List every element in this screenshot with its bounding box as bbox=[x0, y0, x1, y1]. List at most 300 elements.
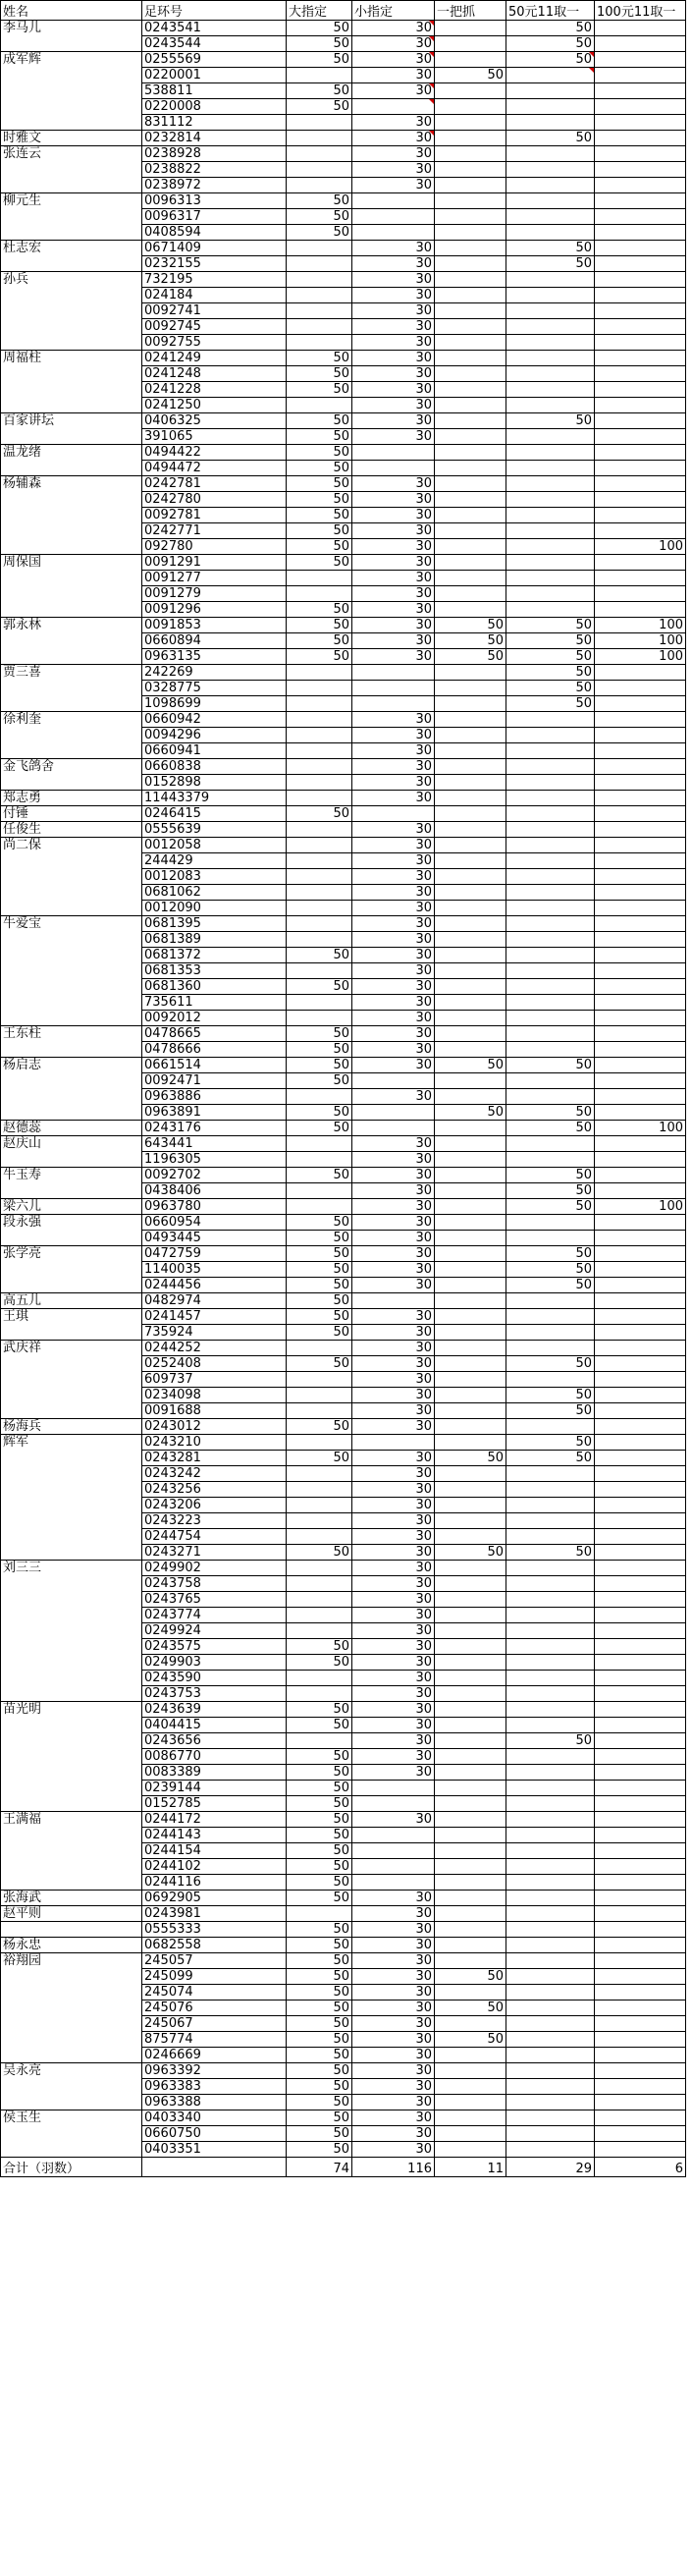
pick100-cell bbox=[595, 712, 686, 728]
ring-no-cell: 245067 bbox=[142, 2016, 287, 2032]
small-designated-cell bbox=[352, 209, 435, 225]
small-designated-cell: 30 bbox=[352, 241, 435, 256]
one-grab-cell bbox=[435, 52, 506, 68]
pick50-cell bbox=[506, 1592, 595, 1608]
pick50-cell: 50 bbox=[506, 665, 595, 681]
one-grab-cell bbox=[435, 1718, 506, 1733]
table-row bbox=[1, 146, 686, 162]
pick100-cell bbox=[595, 1938, 686, 1953]
pick100-cell bbox=[595, 241, 686, 256]
small-designated-cell: 30 bbox=[352, 1718, 435, 1733]
one-grab-cell bbox=[435, 1781, 506, 1796]
big-designated-cell: 50 bbox=[287, 1765, 352, 1781]
one-grab-cell bbox=[435, 429, 506, 445]
pick100-cell bbox=[595, 366, 686, 382]
one-grab-cell bbox=[435, 413, 506, 429]
ring-no-cell: 0493445 bbox=[142, 1231, 287, 1246]
big-designated-cell bbox=[287, 885, 352, 901]
pick100-cell bbox=[595, 995, 686, 1011]
pick100-cell bbox=[595, 1686, 686, 1702]
pick100-cell bbox=[595, 2142, 686, 2158]
ring-no-cell: 0681360 bbox=[142, 979, 287, 995]
ring-no-cell: 0232155 bbox=[142, 256, 287, 272]
pick50-cell bbox=[506, 586, 595, 602]
ring-no-cell: 0249902 bbox=[142, 1561, 287, 1576]
one-grab-cell bbox=[435, 1592, 506, 1608]
big-designated-cell: 50 bbox=[287, 1356, 352, 1372]
small-designated-cell: 30 bbox=[352, 728, 435, 743]
one-grab-cell: 50 bbox=[435, 633, 506, 649]
one-grab-cell bbox=[435, 1199, 506, 1215]
small-designated-cell: 30 bbox=[352, 1309, 435, 1325]
small-designated-cell: 30 bbox=[352, 633, 435, 649]
table-row bbox=[1, 351, 686, 366]
big-designated-cell bbox=[287, 335, 352, 351]
owner-name-cell: 柳元生 bbox=[1, 193, 142, 241]
one-grab-cell bbox=[435, 1183, 506, 1199]
pick100-cell bbox=[595, 555, 686, 571]
pick100-cell bbox=[595, 1498, 686, 1513]
pick100-cell bbox=[595, 1561, 686, 1576]
ring-no-cell: 0404415 bbox=[142, 1718, 287, 1733]
one-grab-cell bbox=[435, 1749, 506, 1765]
ring-no-cell: 0661514 bbox=[142, 1058, 287, 1073]
pick50-cell bbox=[506, 1686, 595, 1702]
small-designated-cell bbox=[352, 1859, 435, 1875]
ring-no-cell: 0091688 bbox=[142, 1403, 287, 1419]
one-grab-cell bbox=[435, 1639, 506, 1655]
one-grab-cell bbox=[435, 319, 506, 335]
big-designated-cell: 50 bbox=[287, 539, 352, 555]
small-designated-cell: 30 bbox=[352, 1749, 435, 1765]
big-designated-cell: 50 bbox=[287, 1828, 352, 1843]
big-designated-cell bbox=[287, 1011, 352, 1026]
big-designated-cell bbox=[287, 178, 352, 193]
ring-no-cell: 0092012 bbox=[142, 1011, 287, 1026]
big-designated-cell bbox=[287, 838, 352, 853]
big-designated-cell: 50 bbox=[287, 1953, 352, 1969]
one-grab-cell bbox=[435, 1498, 506, 1513]
small-designated-cell: 30 bbox=[352, 1136, 435, 1152]
owner-name-cell: 任俊生 bbox=[1, 822, 142, 838]
big-designated-cell bbox=[287, 68, 352, 83]
ring-no-cell: 0238822 bbox=[142, 162, 287, 178]
one-grab-cell bbox=[435, 2016, 506, 2032]
big-designated-cell: 50 bbox=[287, 2063, 352, 2079]
small-designated-cell: 30 bbox=[352, 1278, 435, 1293]
pick100-cell bbox=[595, 1089, 686, 1105]
pick100-cell bbox=[595, 178, 686, 193]
pick50-cell: 50 bbox=[506, 1388, 595, 1403]
pick100-cell bbox=[595, 571, 686, 586]
table-row bbox=[1, 712, 686, 728]
pick50-cell: 50 bbox=[506, 1451, 595, 1466]
pick100-cell bbox=[595, 351, 686, 366]
pick100-cell bbox=[595, 2063, 686, 2079]
pick100-cell bbox=[595, 99, 686, 115]
one-grab-cell bbox=[435, 461, 506, 476]
big-designated-cell bbox=[287, 1403, 352, 1419]
small-designated-cell: 30 bbox=[352, 523, 435, 539]
pick100-cell bbox=[595, 2126, 686, 2142]
big-designated-cell bbox=[287, 319, 352, 335]
pick50-cell bbox=[506, 335, 595, 351]
owner-name-cell: 张学亮 bbox=[1, 1246, 142, 1293]
big-designated-cell bbox=[287, 681, 352, 696]
pick100-cell bbox=[595, 1403, 686, 1419]
one-grab-cell bbox=[435, 1026, 506, 1042]
ring-no-cell: 0671409 bbox=[142, 241, 287, 256]
small-designated-cell: 30 bbox=[352, 916, 435, 932]
big-designated-cell: 50 bbox=[287, 1026, 352, 1042]
one-grab-cell bbox=[435, 225, 506, 241]
pick100-cell bbox=[595, 1875, 686, 1891]
ring-no-cell: 0241228 bbox=[142, 382, 287, 398]
pick100-cell bbox=[595, 209, 686, 225]
one-grab-cell bbox=[435, 209, 506, 225]
pick50-cell bbox=[506, 1812, 595, 1828]
pick100-cell bbox=[595, 1608, 686, 1623]
one-grab-cell bbox=[435, 508, 506, 523]
big-designated-cell: 50 bbox=[287, 1451, 352, 1466]
small-designated-cell bbox=[352, 1875, 435, 1891]
pick100-cell bbox=[595, 759, 686, 775]
one-grab-cell bbox=[435, 382, 506, 398]
one-grab-cell bbox=[435, 539, 506, 555]
small-designated-cell: 30 bbox=[352, 932, 435, 948]
pick50-cell bbox=[506, 83, 595, 99]
owner-name-cell: 付锤 bbox=[1, 806, 142, 822]
small-designated-cell bbox=[352, 193, 435, 209]
pick50-cell bbox=[506, 791, 595, 806]
one-grab-cell: 50 bbox=[435, 1105, 506, 1121]
pick50-cell bbox=[506, 1026, 595, 1042]
pick100-cell bbox=[595, 1262, 686, 1278]
one-grab-cell bbox=[435, 36, 506, 52]
table-row bbox=[1, 413, 686, 429]
big-designated-cell: 50 bbox=[287, 351, 352, 366]
small-designated-cell: 30 bbox=[352, 995, 435, 1011]
pick100-cell bbox=[595, 885, 686, 901]
owner-name-cell: 郭永林 bbox=[1, 618, 142, 665]
pick50-cell bbox=[506, 979, 595, 995]
pick50-cell: 50 bbox=[506, 696, 595, 712]
one-grab-cell bbox=[435, 806, 506, 822]
small-designated-cell: 30 bbox=[352, 571, 435, 586]
pick100-cell bbox=[595, 775, 686, 791]
pick50-cell: 50 bbox=[506, 1262, 595, 1278]
small-designated-cell: 30 bbox=[352, 775, 435, 791]
pick50-cell: 50 bbox=[506, 1183, 595, 1199]
owner-name-cell: 杨辅森 bbox=[1, 476, 142, 555]
pick50-cell bbox=[506, 806, 595, 822]
pick50-cell: 50 bbox=[506, 1435, 595, 1451]
small-designated-cell: 30 bbox=[352, 83, 435, 99]
pick50-cell bbox=[506, 775, 595, 791]
owner-name-cell: 杨海兵 bbox=[1, 1419, 142, 1435]
small-designated-cell: 30 bbox=[352, 2016, 435, 2032]
big-designated-cell: 50 bbox=[287, 413, 352, 429]
header-small-designated: 小指定 bbox=[352, 1, 435, 21]
small-designated-cell: 30 bbox=[352, 1042, 435, 1058]
pick100-cell bbox=[595, 2048, 686, 2063]
ring-no-cell: 0092781 bbox=[142, 508, 287, 523]
ring-no-cell: 0243656 bbox=[142, 1733, 287, 1749]
one-grab-cell bbox=[435, 963, 506, 979]
big-designated-cell: 50 bbox=[287, 1859, 352, 1875]
pick100-cell bbox=[595, 1231, 686, 1246]
owner-name-cell: 武庆祥 bbox=[1, 1341, 142, 1419]
table-row bbox=[1, 1938, 686, 1953]
small-designated-cell: 30 bbox=[352, 1623, 435, 1639]
big-designated-cell bbox=[287, 162, 352, 178]
pick100-cell bbox=[595, 743, 686, 759]
big-designated-cell bbox=[287, 775, 352, 791]
one-grab-cell bbox=[435, 1293, 506, 1309]
small-designated-cell: 30 bbox=[352, 2079, 435, 2095]
ring-no-cell: 0963388 bbox=[142, 2095, 287, 2110]
ring-no-cell: 092780 bbox=[142, 539, 287, 555]
one-grab-cell bbox=[435, 1419, 506, 1435]
pick100-cell bbox=[595, 1293, 686, 1309]
one-grab-cell bbox=[435, 932, 506, 948]
ring-no-cell: 0092745 bbox=[142, 319, 287, 335]
one-grab-cell bbox=[435, 2079, 506, 2095]
one-grab-cell bbox=[435, 1246, 506, 1262]
pick100-cell bbox=[595, 131, 686, 146]
pick50-cell bbox=[506, 1781, 595, 1796]
small-designated-cell: 30 bbox=[352, 1341, 435, 1356]
big-designated-cell bbox=[287, 1183, 352, 1199]
pick50-cell bbox=[506, 1576, 595, 1592]
ring-no-cell: 643441 bbox=[142, 1136, 287, 1152]
pick50-cell bbox=[506, 838, 595, 853]
one-grab-cell bbox=[435, 1435, 506, 1451]
big-designated-cell bbox=[287, 1576, 352, 1592]
one-grab-cell bbox=[435, 256, 506, 272]
big-designated-cell bbox=[287, 869, 352, 885]
small-designated-cell: 30 bbox=[352, 979, 435, 995]
table-row bbox=[1, 1435, 686, 1451]
one-grab-cell bbox=[435, 146, 506, 162]
small-designated-cell: 30 bbox=[352, 335, 435, 351]
pick100-cell bbox=[595, 445, 686, 461]
ring-no-cell: 11443379 bbox=[142, 791, 287, 806]
one-grab-cell bbox=[435, 272, 506, 288]
small-designated-cell: 30 bbox=[352, 1231, 435, 1246]
table-row bbox=[1, 1561, 686, 1576]
pick50-cell bbox=[506, 1011, 595, 1026]
small-designated-cell: 30 bbox=[352, 1215, 435, 1231]
pick100-cell bbox=[595, 1341, 686, 1356]
one-grab-cell bbox=[435, 775, 506, 791]
table-body bbox=[1, 1, 686, 2177]
big-designated-cell bbox=[287, 1513, 352, 1529]
big-designated-cell bbox=[287, 1608, 352, 1623]
pick50-cell bbox=[506, 555, 595, 571]
pick100-cell bbox=[595, 791, 686, 806]
small-designated-cell: 30 bbox=[352, 1513, 435, 1529]
pick50-cell bbox=[506, 1749, 595, 1765]
owner-name-cell: 尚二保 bbox=[1, 838, 142, 916]
pick50-cell bbox=[506, 99, 595, 115]
owner-name-cell: 牛爱宝 bbox=[1, 916, 142, 1026]
ring-no-cell: 0243544 bbox=[142, 36, 287, 52]
ring-no-cell: 0152898 bbox=[142, 775, 287, 791]
owner-name-cell bbox=[1, 1922, 142, 1938]
one-grab-cell bbox=[435, 1356, 506, 1372]
small-designated-cell: 30 bbox=[352, 2110, 435, 2126]
table-row bbox=[1, 476, 686, 492]
small-designated-cell: 30 bbox=[352, 1576, 435, 1592]
small-designated-cell: 30 bbox=[352, 272, 435, 288]
pick100-cell bbox=[595, 476, 686, 492]
one-grab-cell bbox=[435, 1403, 506, 1419]
owner-name-cell: 周福柱 bbox=[1, 351, 142, 413]
one-grab-cell bbox=[435, 1891, 506, 1906]
pick100-cell bbox=[595, 162, 686, 178]
pick50-cell bbox=[506, 115, 595, 131]
ring-no-cell: 1140035 bbox=[142, 1262, 287, 1278]
ring-no-cell: 0243774 bbox=[142, 1608, 287, 1623]
one-grab-cell bbox=[435, 1042, 506, 1058]
ring-no-cell: 0472759 bbox=[142, 1246, 287, 1262]
ring-no-cell: 0244456 bbox=[142, 1278, 287, 1293]
pick100-cell bbox=[595, 1969, 686, 1985]
pick50-cell bbox=[506, 1325, 595, 1341]
table-row bbox=[1, 1341, 686, 1356]
small-designated-cell: 30 bbox=[352, 52, 435, 68]
small-designated-cell: 30 bbox=[352, 948, 435, 963]
pick100-cell bbox=[595, 869, 686, 885]
pick50-cell bbox=[506, 1293, 595, 1309]
one-grab-cell bbox=[435, 1325, 506, 1341]
pick50-cell: 50 bbox=[506, 1168, 595, 1183]
small-designated-cell: 30 bbox=[352, 1985, 435, 2001]
ring-no-cell: 0220001 bbox=[142, 68, 287, 83]
pick50-cell: 50 bbox=[506, 618, 595, 633]
ring-no-cell: 0328775 bbox=[142, 681, 287, 696]
one-grab-cell bbox=[435, 1168, 506, 1183]
big-designated-cell: 50 bbox=[287, 1105, 352, 1121]
one-grab-cell: 50 bbox=[435, 618, 506, 633]
total-value-cell: 11 bbox=[435, 2158, 506, 2177]
header-one-grab: 一把抓 bbox=[435, 1, 506, 21]
header-pick-one-of-11-50: 50元11取一 bbox=[506, 1, 595, 21]
big-designated-cell bbox=[287, 1136, 352, 1152]
big-designated-cell bbox=[287, 1498, 352, 1513]
one-grab-cell: 50 bbox=[435, 2001, 506, 2016]
table-row bbox=[1, 838, 686, 853]
ring-no-cell: 1098699 bbox=[142, 696, 287, 712]
pick50-cell bbox=[506, 193, 595, 209]
ring-no-cell: 0249903 bbox=[142, 1655, 287, 1671]
small-designated-cell: 30 bbox=[352, 1702, 435, 1718]
big-designated-cell: 50 bbox=[287, 382, 352, 398]
small-designated-cell: 30 bbox=[352, 492, 435, 508]
small-designated-cell: 30 bbox=[352, 1325, 435, 1341]
big-designated-cell: 50 bbox=[287, 1639, 352, 1655]
one-grab-cell: 50 bbox=[435, 2032, 506, 2048]
pick50-cell bbox=[506, 2016, 595, 2032]
pick100-cell bbox=[595, 1042, 686, 1058]
pick50-cell: 50 bbox=[506, 36, 595, 52]
small-designated-cell: 30 bbox=[352, 1592, 435, 1608]
pick100-cell bbox=[595, 1309, 686, 1325]
big-designated-cell: 50 bbox=[287, 1749, 352, 1765]
one-grab-cell bbox=[435, 791, 506, 806]
pick100-cell bbox=[595, 429, 686, 445]
pick50-cell: 50 bbox=[506, 241, 595, 256]
small-designated-cell bbox=[352, 1105, 435, 1121]
pick50-cell bbox=[506, 1561, 595, 1576]
small-designated-cell: 30 bbox=[352, 1372, 435, 1388]
one-grab-cell bbox=[435, 193, 506, 209]
pick50-cell bbox=[506, 1608, 595, 1623]
small-designated-cell: 30 bbox=[352, 1922, 435, 1938]
big-designated-cell: 50 bbox=[287, 2142, 352, 2158]
ring-no-cell: 0241250 bbox=[142, 398, 287, 413]
ring-no-cell: 0232814 bbox=[142, 131, 287, 146]
table-row bbox=[1, 2110, 686, 2126]
small-designated-cell: 30 bbox=[352, 1545, 435, 1561]
pick100-cell bbox=[595, 2110, 686, 2126]
pick50-cell bbox=[506, 209, 595, 225]
pick50-cell bbox=[506, 1639, 595, 1655]
owner-name-cell: 赵庆山 bbox=[1, 1136, 142, 1168]
ring-no-cell: 0012083 bbox=[142, 869, 287, 885]
one-grab-cell bbox=[435, 979, 506, 995]
big-designated-cell: 50 bbox=[287, 1042, 352, 1058]
pick50-cell bbox=[506, 1702, 595, 1718]
big-designated-cell bbox=[287, 1341, 352, 1356]
pick100-cell bbox=[595, 83, 686, 99]
pick50-cell bbox=[506, 382, 595, 398]
small-designated-cell: 30 bbox=[352, 1089, 435, 1105]
owner-name-cell: 时雅文 bbox=[1, 131, 142, 146]
owner-name-cell: 张海武 bbox=[1, 1891, 142, 1906]
owner-name-cell: 百家讲坛 bbox=[1, 413, 142, 445]
big-designated-cell: 50 bbox=[287, 633, 352, 649]
pick50-cell bbox=[506, 1309, 595, 1325]
ring-no-cell: 0403351 bbox=[142, 2142, 287, 2158]
ring-no-cell: 0244154 bbox=[142, 1843, 287, 1859]
pick50-cell: 50 bbox=[506, 1545, 595, 1561]
ring-no-cell: 242269 bbox=[142, 665, 287, 681]
small-designated-cell bbox=[352, 1121, 435, 1136]
table-row bbox=[1, 1702, 686, 1718]
big-designated-cell: 50 bbox=[287, 1262, 352, 1278]
pick50-cell bbox=[506, 822, 595, 838]
one-grab-cell bbox=[435, 1482, 506, 1498]
pick100-cell bbox=[595, 1011, 686, 1026]
big-designated-cell: 50 bbox=[287, 21, 352, 36]
pick100-cell: 100 bbox=[595, 539, 686, 555]
pick50-cell bbox=[506, 1073, 595, 1089]
big-designated-cell: 50 bbox=[287, 36, 352, 52]
big-designated-cell: 50 bbox=[287, 1718, 352, 1733]
big-designated-cell: 50 bbox=[287, 2079, 352, 2095]
pick50-cell bbox=[506, 1906, 595, 1922]
pick100-cell bbox=[595, 1671, 686, 1686]
small-designated-cell: 30 bbox=[352, 822, 435, 838]
owner-name-cell: 成军辉 bbox=[1, 52, 142, 131]
pick50-cell bbox=[506, 1372, 595, 1388]
small-designated-cell: 30 bbox=[352, 1938, 435, 1953]
big-designated-cell: 50 bbox=[287, 1231, 352, 1246]
one-grab-cell bbox=[435, 1922, 506, 1938]
pick50-cell: 50 bbox=[506, 1058, 595, 1073]
